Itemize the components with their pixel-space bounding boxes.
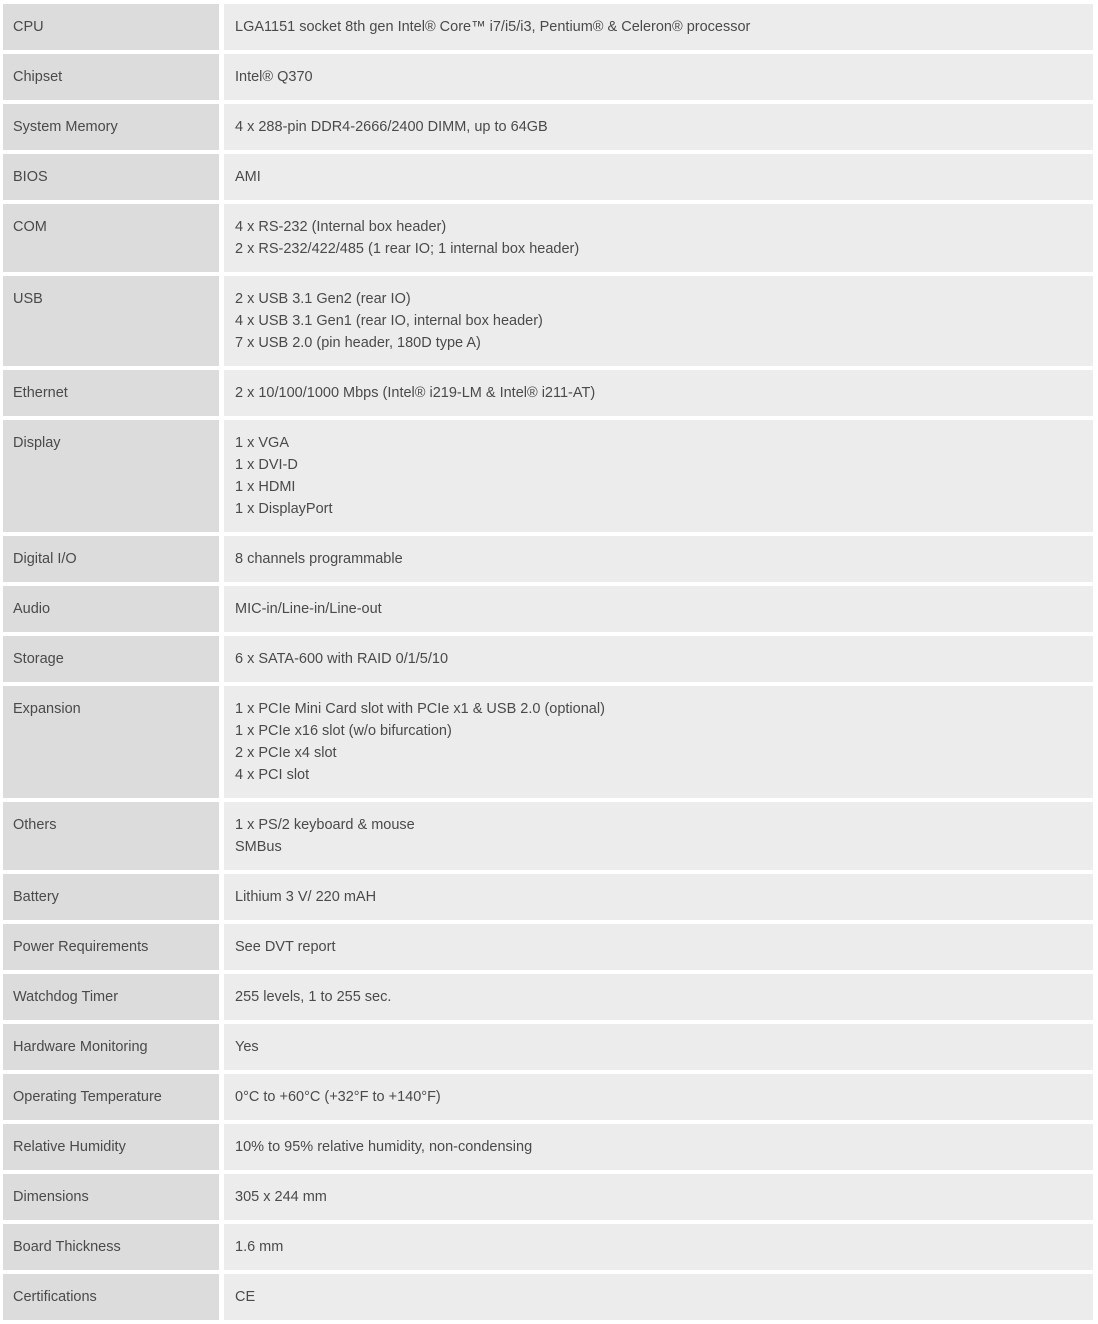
spec-label: Board Thickness bbox=[3, 1224, 219, 1270]
spec-value-line: 4 x RS-232 (Internal box header) bbox=[235, 219, 447, 235]
spec-label: System Memory bbox=[3, 104, 219, 150]
spec-value bbox=[224, 154, 1093, 200]
spec-value-line: 1 x DisplayPort bbox=[235, 501, 333, 517]
spec-value bbox=[224, 974, 1093, 1020]
spec-value-line: LGA1151 socket 8th gen Intel® Core™ i7/i5/i3, Pentium® & Celeron® processor bbox=[235, 19, 751, 35]
spec-value-line: AMI bbox=[235, 169, 261, 185]
spec-label: Storage bbox=[3, 636, 219, 682]
spec-value-line: 6 x SATA-600 with RAID 0/1/5/10 bbox=[235, 651, 449, 667]
spec-row bbox=[3, 1274, 1093, 1320]
spec-value bbox=[224, 802, 1093, 870]
spec-value-line: 1 x PCIe x16 slot (w/o bifurcation) bbox=[235, 723, 452, 739]
spec-value-line: 1 x DVI-D bbox=[235, 457, 298, 473]
spec-row bbox=[3, 1174, 1093, 1220]
spec-row bbox=[3, 974, 1093, 1020]
spec-value bbox=[224, 54, 1093, 100]
spec-value bbox=[224, 636, 1093, 682]
spec-value bbox=[224, 1074, 1093, 1120]
spec-row bbox=[3, 636, 1093, 682]
spec-value bbox=[224, 1224, 1093, 1270]
spec-row bbox=[3, 54, 1093, 100]
spec-row bbox=[3, 1124, 1093, 1170]
spec-label: Relative Humidity bbox=[3, 1124, 219, 1170]
spec-row bbox=[3, 1224, 1093, 1270]
spec-value-line: SMBus bbox=[235, 839, 282, 855]
spec-label: USB bbox=[3, 276, 219, 366]
spec-label: Dimensions bbox=[3, 1174, 219, 1220]
spec-value-line: 1 x PS/2 keyboard & mouse bbox=[235, 817, 415, 833]
spec-value-line: 1 x HDMI bbox=[235, 479, 296, 495]
spec-table bbox=[3, 4, 1093, 1324]
spec-label: Battery bbox=[3, 874, 219, 920]
spec-value bbox=[224, 1274, 1093, 1320]
spec-value bbox=[224, 586, 1093, 632]
spec-row bbox=[3, 276, 1093, 366]
spec-value bbox=[224, 874, 1093, 920]
spec-label: Digital I/O bbox=[3, 536, 219, 582]
spec-value bbox=[224, 370, 1093, 416]
spec-value-line: 1 x PCIe Mini Card slot with PCIe x1 & USB 2.0 (optional) bbox=[235, 701, 605, 717]
spec-value-line: 2 x USB 3.1 Gen2 (rear IO) bbox=[235, 291, 411, 307]
spec-label: COM bbox=[3, 204, 219, 272]
spec-value-line: 8 channels programmable bbox=[235, 551, 403, 567]
spec-value-line: Yes bbox=[235, 1039, 259, 1055]
spec-label: Certifications bbox=[3, 1274, 219, 1320]
spec-value-line: CE bbox=[235, 1289, 256, 1305]
spec-value-line: See DVT report bbox=[235, 939, 336, 955]
spec-value bbox=[224, 420, 1093, 532]
spec-value bbox=[224, 924, 1093, 970]
spec-label: Hardware Monitoring bbox=[3, 1024, 219, 1070]
spec-label: Others bbox=[3, 802, 219, 870]
spec-row bbox=[3, 586, 1093, 632]
spec-row bbox=[3, 204, 1093, 272]
spec-row bbox=[3, 154, 1093, 200]
spec-value bbox=[224, 1124, 1093, 1170]
spec-row bbox=[3, 686, 1093, 798]
spec-label: Audio bbox=[3, 586, 219, 632]
spec-value-line: 10% to 95% relative humidity, non-condensing bbox=[235, 1139, 533, 1155]
spec-value-line: 1 x VGA bbox=[235, 435, 289, 451]
spec-value-line: MIC-in/Line-in/Line-out bbox=[235, 601, 382, 617]
spec-value bbox=[224, 536, 1093, 582]
spec-value-line: 1.6 mm bbox=[235, 1239, 284, 1255]
spec-row bbox=[3, 536, 1093, 582]
spec-label: BIOS bbox=[3, 154, 219, 200]
spec-row bbox=[3, 4, 1093, 50]
spec-value-line: 305 x 244 mm bbox=[235, 1189, 327, 1205]
spec-value-line: 2 x RS-232/422/485 (1 rear IO; 1 internal box header) bbox=[235, 241, 580, 257]
spec-value-line: 0°C to +60°C (+32°F to +140°F) bbox=[235, 1089, 441, 1105]
spec-value-line: 2 x 10/100/1000 Mbps (Intel® i219-LM & Intel® i211-AT) bbox=[235, 385, 596, 401]
spec-label: Operating Temperature bbox=[3, 1074, 219, 1120]
spec-value-line: Intel® Q370 bbox=[235, 69, 313, 85]
spec-label: Chipset bbox=[3, 54, 219, 100]
spec-value bbox=[224, 686, 1093, 798]
spec-value-line: 2 x PCIe x4 slot bbox=[235, 745, 337, 761]
spec-label: CPU bbox=[3, 4, 219, 50]
spec-row bbox=[3, 1024, 1093, 1070]
spec-value bbox=[224, 276, 1093, 366]
spec-row bbox=[3, 802, 1093, 870]
spec-value-line: 255 levels, 1 to 255 sec. bbox=[235, 989, 392, 1005]
spec-label: Ethernet bbox=[3, 370, 219, 416]
spec-value bbox=[224, 104, 1093, 150]
spec-value bbox=[224, 204, 1093, 272]
spec-row bbox=[3, 1074, 1093, 1120]
spec-row bbox=[3, 924, 1093, 970]
spec-value bbox=[224, 1024, 1093, 1070]
spec-row bbox=[3, 104, 1093, 150]
spec-value-line: 4 x 288-pin DDR4-2666/2400 DIMM, up to 64GB bbox=[235, 119, 548, 135]
spec-row bbox=[3, 420, 1093, 532]
spec-value-line: Lithium 3 V/ 220 mAH bbox=[235, 889, 377, 905]
spec-value-line: 7 x USB 2.0 (pin header, 180D type A) bbox=[235, 335, 481, 351]
spec-value bbox=[224, 1174, 1093, 1220]
spec-label: Display bbox=[3, 420, 219, 532]
spec-label: Expansion bbox=[3, 686, 219, 798]
spec-row bbox=[3, 370, 1093, 416]
spec-value bbox=[224, 4, 1093, 50]
spec-label: Watchdog Timer bbox=[3, 974, 219, 1020]
spec-row bbox=[3, 874, 1093, 920]
spec-value-line: 4 x USB 3.1 Gen1 (rear IO, internal box header) bbox=[235, 313, 543, 329]
spec-value-line: 4 x PCI slot bbox=[235, 767, 310, 783]
spec-label: Power Requirements bbox=[3, 924, 219, 970]
